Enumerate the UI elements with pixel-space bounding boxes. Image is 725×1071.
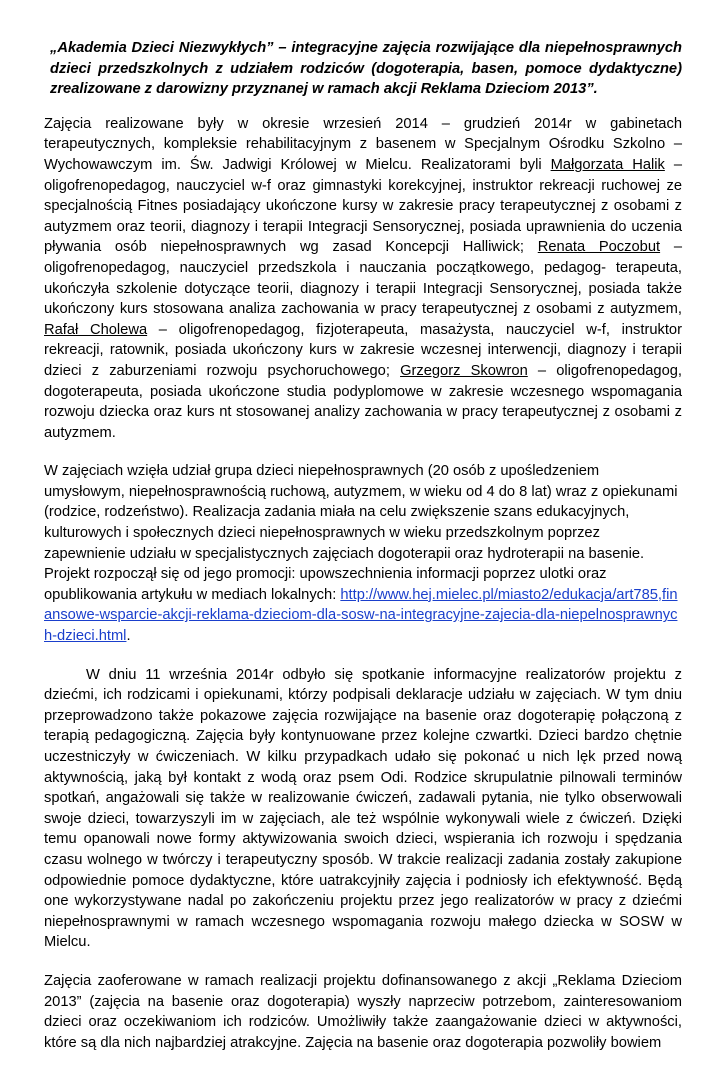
paragraph-meeting: W dniu 11 września 2014r odbyło się spotkanie informacyjne realizatorów projektu z dziećmi, ich rodzicami i opiekunami, którzy podpisali deklaracje udziału w zajęciach. W tym dniu przeprowadzono także pokazowe zajęcia rozwijające na basenie oraz dogoterapię połączoną z terapią pedagogiczną. Zajęcia były kontynuowane przez kolejne czwartki. Dzieci bardzo chętnie uczestniczyły w ćwiczeniach. W kilku przypadkach udało się pokonać u nich lęk przed nową aktywnością, jaką był kontakt z wodą oraz psem Odi. Rodzice skrupulatnie pilnowali terminów spotkań, angażowali się także w realizowanie ćwiczeń, zadawali pytania, nie tylko obserwowali swoje dzieci, towarzyszyli im w zajęciach, ale też wspólnie wykonywali wiele z ćwiczeń. Dzięki temu opanowali nowe formy aktywizowania swoich dzieci, wspierania ich rozwoju i spędzania czasu wolnego w twórczy i terapeutyczny sposób. W trakcie realizacji zadania zostały zakupione odpowiednie pomoce dydaktyczne, które uatrakcyjniły zajęcia i podniosły ich efektywność. Będą one wykorzystywane nadal po zakończeniu projektu przez jego realizatorów w pracy z dziećmi niepełnosprawnymi w ramach wczesnego wspomagania rozwoju małego dziecka w SOSW w Mielcu.	[44, 666, 682, 951]
text-run: Zajęcia realizowane były w okresie wrzesień 2014 – grudzień 2014r w gabinetach terapeutycznych, kompleksie rehabilitacyjnym z basenem w Specjalnym Ośrodku Szkolno – Wychowawczym im. Św. Jadwigi Królowej w Mielcu. Realizatorami byli	[44, 115, 682, 173]
paragraph-realizers	[44, 114, 682, 444]
text-run: – oligofrenopedagog, nauczyciel przedszkola i nauczania początkowego, pedagog- terapeuta, ukończyła szkolenie dotyczące teorii, diagnozy i terapii Integracji Sensorycznej, posiada także ukończony kurs stosowana analiza zachowania w pracy terapeutycznej z osobami z autyzmem,	[44, 239, 682, 318]
realizer-name: Rafał Cholewa	[44, 321, 148, 338]
realizer-name: Małgorzata Halik	[550, 156, 665, 173]
text-run: .	[126, 628, 131, 645]
paragraph-participants	[44, 461, 682, 646]
text-run: – oligofrenopedagog, dogoterapeuta, posiada ukończone studia podyplomowe w zakresie wczesnego wspomagania rozwoju dziecka oraz kurs nt stosowanej analizy zachowania w pracy terapeutycznej z osobami z autyzmem.	[44, 362, 682, 441]
document-title: „Akademia Dzieci Niezwykłych” – integracyjne zajęcia rozwijające dla niepełnosprawnych dzieci przedszkolnych z udziałem rodziców (dogoterapia, basen, pomoce dydaktyczne) zrealizowane z darowizny przyznanej w ramach akcji Reklama Dzieciom 2013”.	[50, 40, 682, 98]
text-run: – oligofrenopedagog, nauczyciel w-f oraz gimnastyki korekcyjnej, instruktor rekreacji ruchowej ze specjalnością Fitnes posiadający ukończone kursy w zakresie pracy terapeutycznej z osobami z autyzmem oraz teorii, diagnozy i terapii Integracji Sensorycznej, posiada uprawnienia do uczenia pływania osób niepełnosprawnych wg zasad Koncepcji Halliwick;	[44, 156, 682, 256]
document-page	[44, 38, 682, 1071]
article-link[interactable]: http://www.hej.mielec.pl/miasto2/edukacja/art785,finansowe-wsparcie-akcji-reklama-dzieciom-dla-sosw-na-integracyjne-zajecia-dla-niepelnosprawnych-dzieci.html	[44, 586, 678, 645]
text-run: W zajęciach wzięła udział grupa dzieci niepełnosprawnych (20 osób z upośledzeniem umysłowym, niepełnosprawnością ruchową, autyzmem, w wieku od 4 do 8 lat) wraz z opiekunami (rodzice, rodzeństwo). Realizacja zadania miała na celu zwiększenie szans edukacyjnych, kulturowych i społecznych dzieci niepełnosprawnych w wieku przedszkolnym poprzez zapewnienie udziału w specjalistycznych zajęciach dogoterapii oraz hydroterapii na basenie. Projekt rozpoczął się od jego promocji: upowszechnienia informacji poprzez ulotki oraz opublikowania artykułu w mediach lokalnych:	[44, 463, 678, 603]
realizer-name: Grzegorz Skowron	[400, 362, 528, 379]
realizer-name: Renata Poczobut	[537, 239, 661, 256]
paragraph-summary: Zajęcia zaoferowane w ramach realizacji projektu dofinansowanego z akcji „Reklama Dzieciom 2013” (zajęcia na basenie oraz dogoterapia) wyszły naprzeciw potrzebom, zainteresowaniom dzieci oraz oczekiwaniom ich rodziców. Umożliwiły także zaangażowanie dzieci w aktywności, które są dla nich najbardziej atrakcyjne. Zajęcia na basenie oraz dogoterapia pozwoliły bowiem	[44, 972, 682, 1051]
text-run: – oligofrenopedagog, fizjoterapeuta, masażysta, nauczyciel w-f, instruktor rekreacji, ratownik, posiada ukończony kurs w zakresie wczesnej interwencji, diagnozy i terapii dzieci z zaburzeniami rozwoju psychoruchowego;	[44, 321, 682, 379]
